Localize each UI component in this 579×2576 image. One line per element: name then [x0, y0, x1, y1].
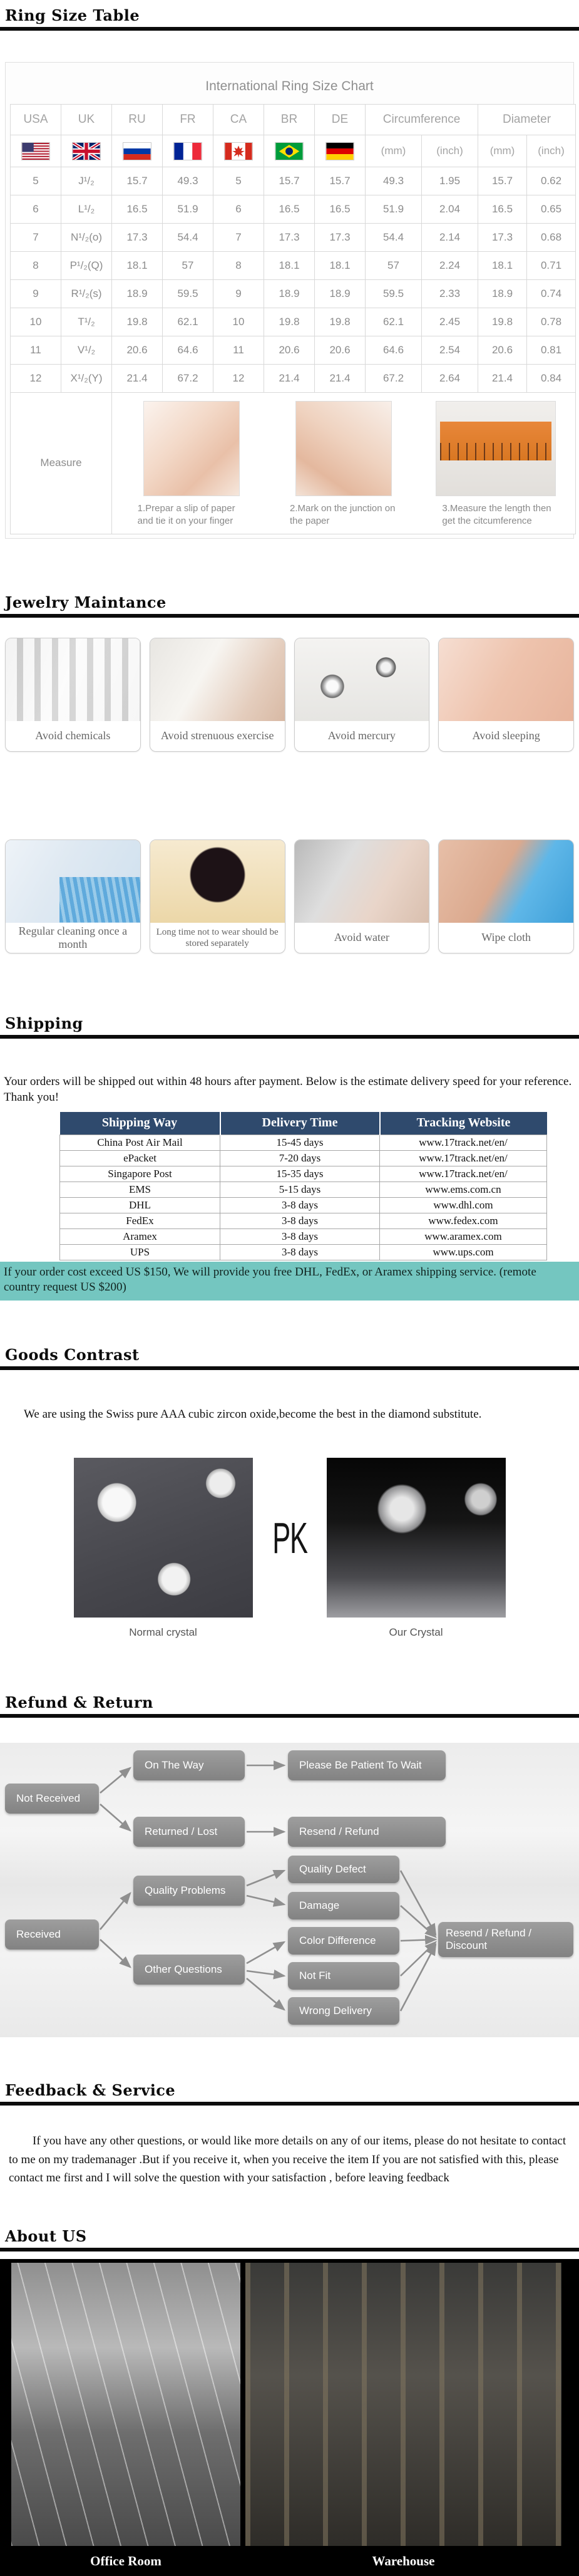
ring-row-size5: [11, 167, 576, 195]
about-section-header: [0, 2226, 579, 2251]
unit-diameter-inch: (inch): [527, 135, 576, 167]
uk-flag-cell: [61, 135, 112, 167]
pk-versus-label: PK: [272, 1513, 307, 1562]
cell: 8: [213, 252, 264, 280]
cell: 15-45 days: [220, 1135, 380, 1150]
section-divider: [0, 1366, 579, 1370]
cell: 9: [11, 280, 61, 308]
office-room-photo: [11, 2263, 240, 2546]
cell: 67.2: [366, 365, 422, 393]
flow-node-resend-refund: Resend / Refund: [288, 1817, 446, 1847]
col-header-circumference: Circumference: [366, 105, 478, 135]
cell: 57: [366, 252, 422, 280]
cell: 3-8 days: [220, 1228, 380, 1244]
stored-separately-photo: [150, 840, 285, 923]
shipping-table: [59, 1112, 547, 1260]
cell: 16.5: [478, 195, 527, 224]
card-caption: Avoid mercury: [327, 729, 396, 742]
measure-step-1: [130, 401, 253, 528]
cell: 0.71: [527, 252, 576, 280]
tracking-url: www.dhl.com: [380, 1197, 547, 1213]
cell: 62.1: [366, 308, 422, 336]
our-crystal-caption: Our Crystal: [389, 1626, 443, 1639]
section-title-feedback: Feedback & Service: [5, 2081, 176, 2100]
section-divider: [0, 1035, 579, 1039]
cell: 54.4: [366, 224, 422, 252]
cell: 18.1: [112, 252, 163, 280]
maintenance-card: [150, 839, 285, 953]
col-header-fr: FR: [163, 105, 213, 135]
cell: China Post Air Mail: [60, 1135, 220, 1150]
cell: 0.74: [527, 280, 576, 308]
flow-node-color-difference: Color Difference: [288, 1927, 399, 1955]
tracking-url: www.aramex.com: [380, 1228, 547, 1244]
cell: 18.9: [264, 280, 315, 308]
card-caption: Long time not to wear should be stored separately: [156, 927, 279, 948]
cell: 49.3: [163, 167, 213, 195]
section-divider: [0, 27, 579, 31]
refund-section-header: [0, 1692, 579, 1718]
measure-step-3: [434, 401, 557, 528]
cell: 5-15 days: [220, 1182, 380, 1197]
wipe-cloth-photo: [439, 840, 573, 923]
shipping-way-header: Shipping Way: [60, 1112, 220, 1135]
cell: 59.5: [366, 280, 422, 308]
cell: 0.65: [527, 195, 576, 224]
cell: L¹/₂: [61, 195, 112, 224]
feedback-text: If you have any other questions, or would like more details on any of our items, please do not hesitate to contact to me on my trademanager .But if you receive it, when you receive the item If you are not satisfied with this, please contact me first and I will solve the question with your satisfaction , before leaving feedback: [9, 2134, 566, 2185]
about-us-block: [0, 2259, 579, 2576]
flow-node-on-the-way: On The Way: [133, 1750, 245, 1780]
cell: 11: [11, 336, 61, 365]
flow-node-received: Received: [5, 1919, 99, 1950]
cell: 17.3: [478, 224, 527, 252]
cell: 2.64: [422, 365, 478, 393]
ring-row-size9: [11, 280, 576, 308]
avoid-water-photo: [295, 840, 429, 923]
cell: 2.04: [422, 195, 478, 224]
section-divider: [0, 2248, 579, 2251]
ruler-graphic: [440, 422, 551, 460]
cell: 7: [11, 224, 61, 252]
cell: 59.5: [163, 280, 213, 308]
goods-contrast-intro: We are using the Swiss pure AAA cubic zircon oxide,become the best in the diamond substitute.: [24, 1408, 482, 1421]
cell: 10: [213, 308, 264, 336]
cell: 0.78: [527, 308, 576, 336]
measure-steps-cell: [112, 393, 576, 534]
maintenance-card: [294, 839, 430, 953]
cell: 67.2: [163, 365, 213, 393]
flow-node-not-received: Not Received: [5, 1784, 99, 1814]
flow-node-quality-defect: Quality Defect: [288, 1856, 399, 1883]
section-divider: [0, 614, 579, 618]
ring-row-size12: [11, 365, 576, 393]
maintenance-card: [438, 839, 574, 953]
cell: 2.45: [422, 308, 478, 336]
avoid-sleeping-photo: [439, 638, 573, 721]
cell: R¹/₂(s): [61, 280, 112, 308]
cell: 11: [213, 336, 264, 365]
cell: 64.6: [163, 336, 213, 365]
usa-flag-cell: [11, 135, 61, 167]
caption-spacer: [253, 1626, 327, 1639]
card-caption: Regular cleaning once a month: [18, 924, 128, 950]
measure-step3-caption: 3.Measure the length then get the citcumference: [442, 503, 551, 527]
cell: 15.7: [315, 167, 366, 195]
cell: 18.1: [315, 252, 366, 280]
card-caption: Avoid sleeping: [472, 729, 540, 742]
france-flag-cell: [163, 135, 213, 167]
cell: 20.6: [315, 336, 366, 365]
cell: V¹/₂: [61, 336, 112, 365]
section-title-refund: Refund & Return: [5, 1693, 153, 1712]
cell: 18.1: [264, 252, 315, 280]
maintenance-card: [294, 638, 430, 752]
measure-label: Measure: [11, 393, 112, 534]
cell: 18.1: [478, 252, 527, 280]
usa-flag-icon: [21, 142, 50, 160]
about-photos: [0, 2263, 579, 2546]
measure-step-2: [282, 401, 405, 528]
col-header-de: DE: [315, 105, 366, 135]
cell: 2.14: [422, 224, 478, 252]
section-title-shipping: Shipping: [5, 1014, 83, 1032]
cell: 5: [213, 167, 264, 195]
brazil-flag-icon: [275, 142, 304, 160]
cell: 62.1: [163, 308, 213, 336]
canada-flag-icon: [224, 142, 253, 160]
tracking-url: www.17track.net/en/: [380, 1150, 547, 1166]
maintenance-cards-row2: [0, 839, 579, 953]
maintenance-card: [5, 638, 141, 752]
shipping-row: [60, 1150, 547, 1166]
cell: 7-20 days: [220, 1150, 380, 1166]
col-header-ru: RU: [112, 105, 163, 135]
section-title-ring-size: Ring Size Table: [5, 6, 140, 24]
tracking-url: www.ems.com.cn: [380, 1182, 547, 1197]
cell: J¹/₂: [61, 167, 112, 195]
our-crystal-photo: [327, 1458, 506, 1618]
unit-circumference-mm: (mm): [366, 135, 422, 167]
flow-node-wrong-delivery: Wrong Delivery: [288, 1997, 399, 2025]
crystal-captions: [0, 1626, 579, 1639]
cell: N¹/₂(o): [61, 224, 112, 252]
cell: 19.8: [315, 308, 366, 336]
cell: 7: [213, 224, 264, 252]
section-divider: [0, 2102, 579, 2106]
regular-cleaning-photo: [6, 840, 140, 923]
refund-flowchart: [0, 1743, 579, 2037]
shipping-section-header: [0, 1013, 579, 1039]
unit-diameter-mm: (mm): [478, 135, 527, 167]
cell: 2.54: [422, 336, 478, 365]
cell: 8: [11, 252, 61, 280]
cell: 16.5: [315, 195, 366, 224]
ring-row-size11: [11, 336, 576, 365]
cell: 21.4: [315, 365, 366, 393]
cell: FedEx: [60, 1213, 220, 1228]
normal-crystal-caption: Normal crystal: [129, 1626, 197, 1639]
cell: 18.9: [112, 280, 163, 308]
cell: 3-8 days: [220, 1213, 380, 1228]
cell: 64.6: [366, 336, 422, 365]
normal-crystal-photo: [74, 1458, 253, 1618]
cell: 0.81: [527, 336, 576, 365]
cell: 17.3: [112, 224, 163, 252]
russia-flag-cell: [112, 135, 163, 167]
germany-flag-icon: [325, 142, 354, 160]
ring-size-chart: [5, 62, 574, 539]
office-room-label: Office Room: [90, 2553, 161, 2568]
card-caption: Avoid strenuous exercise: [160, 729, 274, 742]
cell: 17.3: [315, 224, 366, 252]
cell: EMS: [60, 1182, 220, 1197]
shipping-row: [60, 1228, 547, 1244]
cell: UPS: [60, 1244, 220, 1260]
cell: 6: [213, 195, 264, 224]
measure-step1-photo: [143, 401, 240, 496]
cell: 21.4: [478, 365, 527, 393]
measure-step1-caption: 1.Prepar a slip of paper and tie it on your finger: [137, 503, 235, 527]
avoid-exercise-photo: [150, 638, 285, 721]
goods-contrast-section-header: [0, 1344, 579, 1370]
cell: 20.6: [112, 336, 163, 365]
col-header-diameter: Diameter: [478, 105, 576, 135]
flow-node-quality-problems: Quality Problems: [133, 1876, 245, 1906]
shipping-row: [60, 1197, 547, 1213]
cell: 51.9: [163, 195, 213, 224]
cell: 15.7: [112, 167, 163, 195]
cell: 0.84: [527, 365, 576, 393]
cell: 21.4: [112, 365, 163, 393]
shipping-table-header: [60, 1112, 547, 1135]
cell: 20.6: [478, 336, 527, 365]
section-title-goods-contrast: Goods Contrast: [5, 1346, 140, 1364]
measure-row: [11, 393, 576, 534]
cell: 16.5: [112, 195, 163, 224]
cell: DHL: [60, 1197, 220, 1213]
cell: 3-8 days: [220, 1244, 380, 1260]
maintenance-section-header: [0, 592, 579, 618]
tracking-url: www.17track.net/en/: [380, 1135, 547, 1150]
section-divider: [0, 1714, 579, 1718]
cell: 5: [11, 167, 61, 195]
ring-row-size10: [11, 308, 576, 336]
brazil-flag-cell: [264, 135, 315, 167]
cell: 1.95: [422, 167, 478, 195]
cell: T¹/₂: [61, 308, 112, 336]
delivery-time-header: Delivery Time: [220, 1112, 380, 1135]
shipping-intro: Your orders will be shipped out within 48 hours after payment. Below is the estimate delivery speed for your reference. Thank you!: [4, 1074, 572, 1104]
cell: 19.8: [478, 308, 527, 336]
ring-table-flag-row: [11, 135, 576, 167]
measure-step2-photo: [295, 401, 392, 496]
shipping-row: [60, 1135, 547, 1150]
warehouse-photo: [245, 2263, 561, 2546]
uk-flag-icon: [72, 142, 101, 160]
cell: 19.8: [264, 308, 315, 336]
cell: ePacket: [60, 1150, 220, 1166]
canada-flag-cell: [213, 135, 264, 167]
cell: 15.7: [264, 167, 315, 195]
cell: 18.9: [315, 280, 366, 308]
col-header-uk: UK: [61, 105, 112, 135]
section-title-about: About US: [5, 2227, 87, 2246]
germany-flag-cell: [315, 135, 366, 167]
col-header-br: BR: [264, 105, 315, 135]
cell: 0.68: [527, 224, 576, 252]
col-header-ca: CA: [213, 105, 264, 135]
cell: 54.4: [163, 224, 213, 252]
shipping-row: [60, 1182, 547, 1197]
tracking-website-header: Tracking Website: [380, 1112, 547, 1135]
cell: Aramex: [60, 1228, 220, 1244]
cell: 9: [213, 280, 264, 308]
maintenance-cards-row1: [0, 638, 579, 752]
russia-flag-icon: [123, 142, 151, 160]
cell: 12: [213, 365, 264, 393]
free-shipping-note: If your order cost exceed US $150, We will provide you free DHL, FedEx, or Aramex shipping service. (remote country request US $200): [0, 1262, 579, 1301]
ring-size-table: [10, 104, 576, 534]
ring-row-size7: [11, 224, 576, 252]
ring-row-size8: [11, 252, 576, 280]
cell: 16.5: [264, 195, 315, 224]
warehouse-label: Warehouse: [372, 2553, 435, 2568]
cell: 3-8 days: [220, 1197, 380, 1213]
cell: 17.3: [264, 224, 315, 252]
flow-node-returned-lost: Returned / Lost: [133, 1817, 245, 1847]
feedback-section-header: [0, 2080, 579, 2106]
card-caption: Avoid water: [334, 931, 389, 943]
cell: 19.8: [112, 308, 163, 336]
cell: X¹/₂(Y): [61, 365, 112, 393]
maintenance-card: [5, 839, 141, 953]
cell: 51.9: [366, 195, 422, 224]
cell: 12: [11, 365, 61, 393]
cell: 21.4: [264, 365, 315, 393]
about-labels: [0, 2546, 579, 2576]
ring-size-section-header: [0, 0, 579, 31]
cell: 2.33: [422, 280, 478, 308]
ring-table-header-row: [11, 105, 576, 135]
cell: 15-35 days: [220, 1166, 380, 1182]
card-caption: Wipe cloth: [481, 931, 531, 943]
maintenance-card: [150, 638, 285, 752]
cell: 10: [11, 308, 61, 336]
cell: Singapore Post: [60, 1166, 220, 1182]
ring-row-size6: [11, 195, 576, 224]
cell: 49.3: [366, 167, 422, 195]
section-title-maintenance: Jewelry Maintance: [5, 593, 167, 611]
tracking-url: www.fedex.com: [380, 1213, 547, 1228]
flow-node-resend-refund-discount: Resend / Refund / Discount: [438, 1922, 573, 1957]
flow-node-other-questions: Other Questions: [133, 1955, 245, 1985]
measure-step3-photo: [436, 401, 556, 496]
avoid-mercury-photo: [295, 638, 429, 721]
cell: 2.24: [422, 252, 478, 280]
cell: 57: [163, 252, 213, 280]
crystal-comparison: [0, 1458, 579, 1618]
cell: 18.9: [478, 280, 527, 308]
col-header-usa: USA: [11, 105, 61, 135]
tracking-url: www.17track.net/en/: [380, 1166, 547, 1182]
unit-circumference-inch: (inch): [422, 135, 478, 167]
cell: 0.62: [527, 167, 576, 195]
cell: 20.6: [264, 336, 315, 365]
avoid-chemicals-photo: [6, 638, 140, 721]
cell: P¹/₂(Q): [61, 252, 112, 280]
shipping-row: [60, 1244, 547, 1260]
cell: 6: [11, 195, 61, 224]
maintenance-card: [438, 638, 574, 752]
ring-chart-title: International Ring Size Chart: [205, 79, 374, 93]
flow-node-damage: Damage: [288, 1892, 399, 1919]
measure-step2-caption: 2.Mark on the junction on the paper: [290, 503, 396, 527]
flow-node-patient-wait: Please Be Patient To Wait: [288, 1750, 446, 1780]
shipping-row: [60, 1166, 547, 1182]
france-flag-icon: [173, 142, 202, 160]
shipping-row: [60, 1213, 547, 1228]
card-caption: Avoid chemicals: [35, 729, 111, 742]
flow-node-not-fit: Not Fit: [288, 1962, 399, 1990]
cell: 15.7: [478, 167, 527, 195]
tracking-url: www.ups.com: [380, 1244, 547, 1260]
